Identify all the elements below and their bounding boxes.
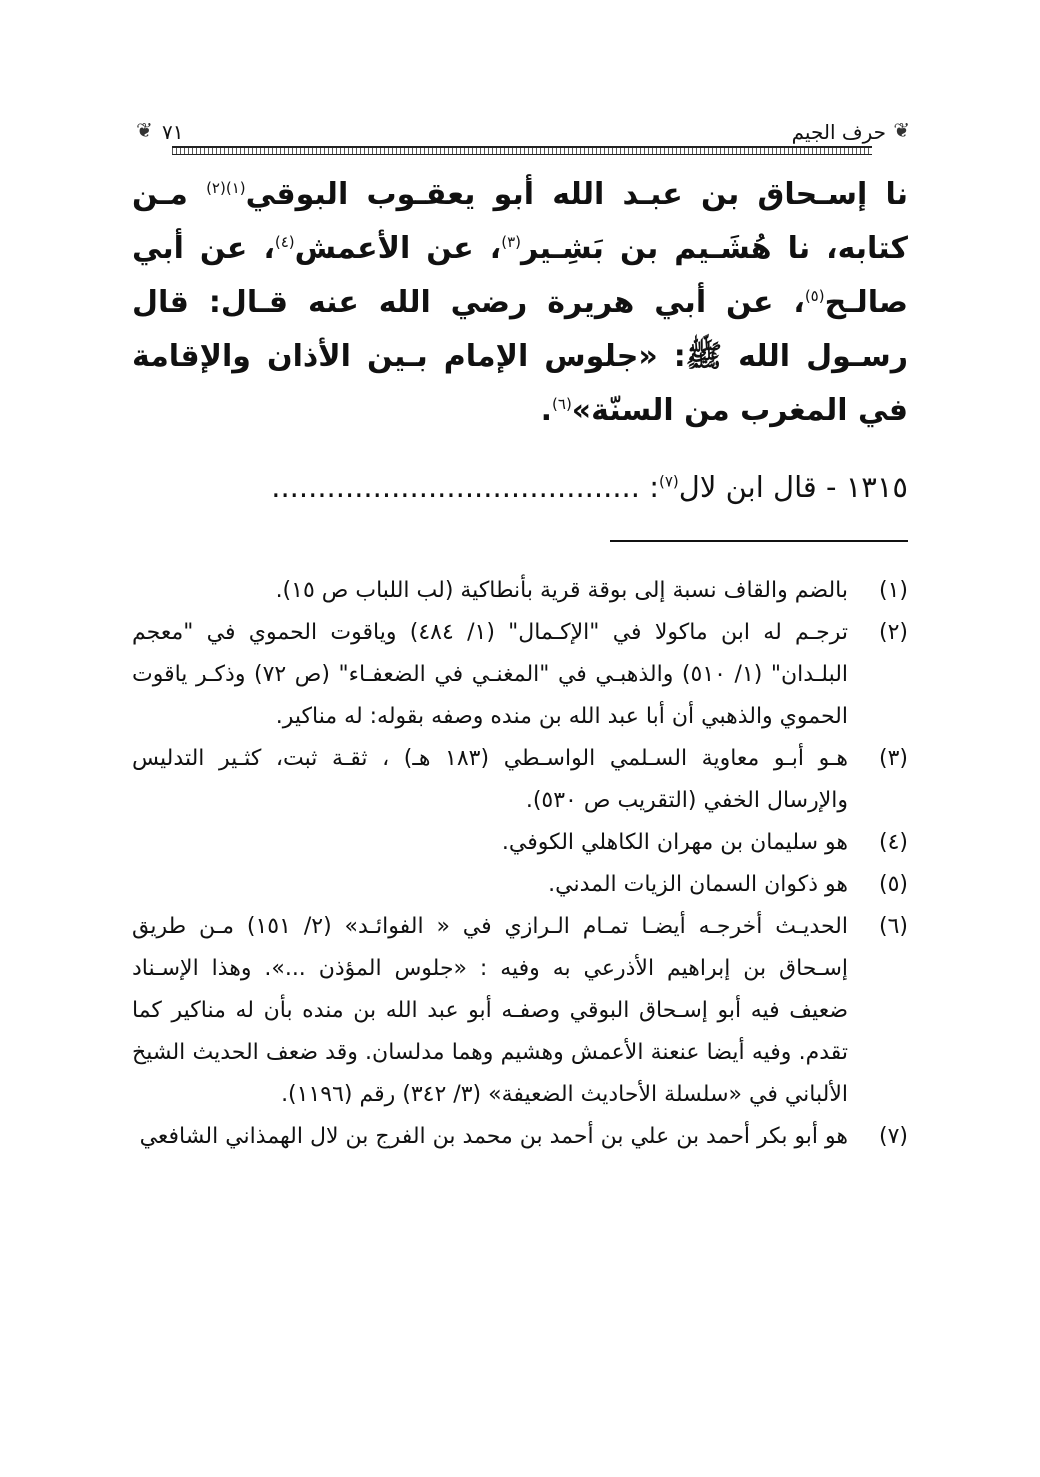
footnote: (٥) هو ذكوان السمان الزيات المدني. [132, 864, 908, 906]
footnotes [132, 570, 908, 1158]
page-number: ٧١ [162, 120, 184, 144]
footnote-number: (٥) [878, 872, 908, 897]
footnote-number: (٤) [878, 830, 908, 855]
footnote-number: (٢) [878, 620, 908, 645]
chapter-title: حرف الجيم [791, 120, 886, 144]
page-header [132, 112, 912, 156]
footnote-separator [610, 540, 908, 542]
footnote-ref: (٥) [804, 287, 825, 305]
footnote-number: (٦) [878, 914, 908, 939]
footnote-ref: (١)(٢) [206, 179, 246, 197]
footnote: (٦) الحديـث أخرجـه أيضـا تمـام الـرازي في « الفوائـد» (٢/ ١٥١) مـن طريق إسـحاق بن إبراهيم الأذرعي به وفيه : «جلوس المؤذن ...». وهذا الإسـناد ضعيف فيه أبو إسـحاق البوقي وصفـه أبو عبد الله بن منده بأن له مناكير كما تقدم. وفيه أيضا عنعنة الأعمش وهشيم وهما مدلسان. وقد ضعف الحديث الشيخ الألباني في «سلسلة الأحاديث الضعيفة» (٣/ ٣٤٢) رقم (١١٩٦). [132, 906, 908, 1116]
footnote-number: (١) [878, 578, 908, 603]
footnote: (١) بالضم والقاف نسبة إلى بوقة قرية بأنطاكية (لب اللباب ص ١٥). [132, 570, 908, 612]
entry-heading: ١٣١٥ - قال ابن لال$^{(٧)}$: ........................................ [271, 470, 908, 504]
footnote-ref: (٦) [552, 395, 572, 413]
footnote-ref: (٣) [501, 233, 521, 251]
footnote: (٧) هو أبو بكر أحمد بن علي بن أحمد بن محمد بن الفرج بن لال الهمذاني الشافعي [132, 1116, 908, 1158]
footnote-ref: (٧) [658, 472, 679, 491]
hadith-paragraph: نا إسـحاق بن عبـد الله أبو يعقـوب البوقي$^{(١)(٢)}$ مـن كتابه، نا هُشَـيم بن بَشِـير$^{(٣)}$، عن الأعمش$^{(٤)}$، عن أبي صالـح$^{(٥)}$، عن أبي هريرة رضي الله عنه قـال: قال رسـول الله ﷺ: «جلوس الإمام بـين الأذان والإقامة في المغرب من السنّة»$^{(٦)}$. [132, 177, 908, 428]
footnote: (٤) هو سليمان بن مهران الكاهلي الكوفي. [132, 822, 908, 864]
footnote: (٢) ترجـم له ابن ماكولا في "الإكـمال" (١/ ٤٨٤) وياقوت الحموي في "معجم البلـدان" (١/ ٥١٠) والذهبـي في "المغنـي في الضعفـاء" (ص ٧٢) وذكـر ياقوت الحموي والذهبي أن أبا عبد الله بن منده وصفه بقوله: له مناكير. [132, 612, 908, 738]
header-rule [172, 146, 872, 155]
footnote: (٣) هـو أبـو معاوية السـلمي الواسـطي (١٨٣ هـ) ، ثقـة ثبت، كثـير التدليس والإرسال الخفي (التقريب ص ٥٣٠). [132, 738, 908, 822]
main-text [132, 168, 908, 438]
footnote-ref: (٤) [274, 233, 295, 251]
ornament-icon: ❦ [136, 118, 153, 142]
footnote-number: (٣) [878, 746, 908, 771]
ornament-icon: ❦ [893, 118, 910, 142]
footnote-number: (٧) [878, 1124, 908, 1149]
